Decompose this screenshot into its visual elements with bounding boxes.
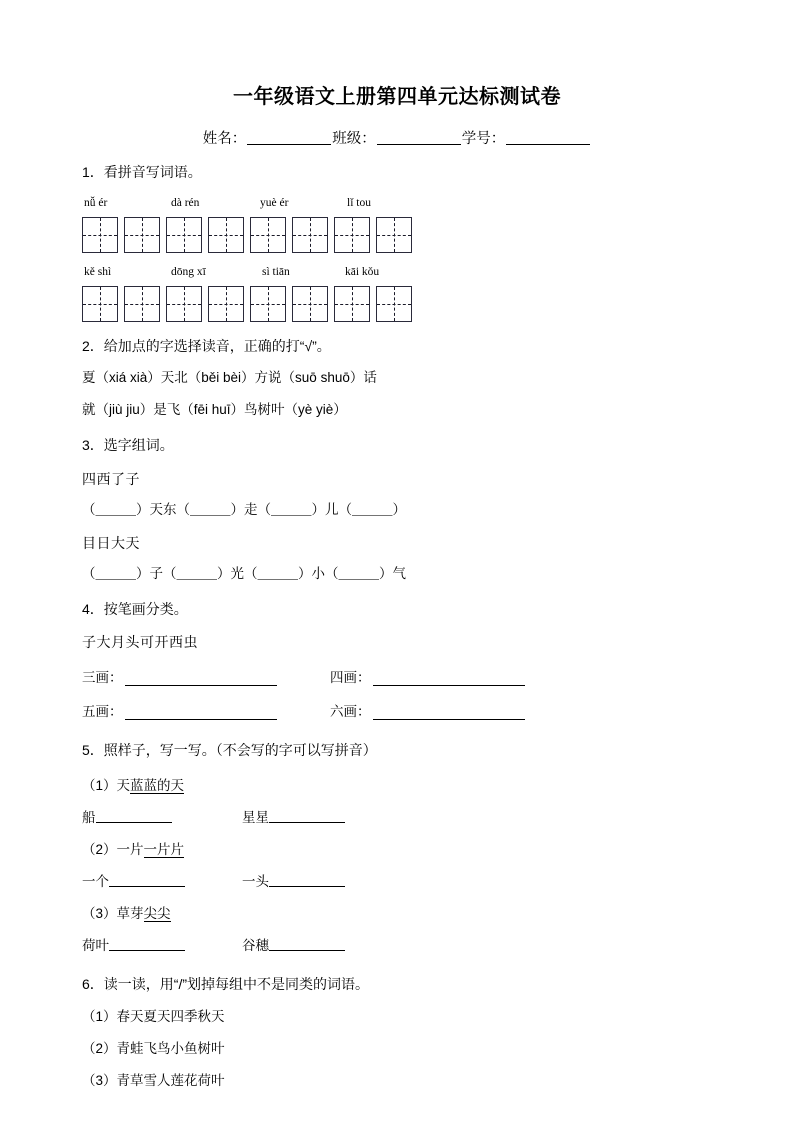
item-2-model-underlined: 一片片 [143,842,185,858]
write-item [82,806,242,826]
item-1-model-prefix: 天 [116,778,131,794]
stroke-label-four: 四画： [330,670,371,686]
class-label: 班级： [332,131,376,147]
page-title: 一年级语文上册第四单元达标测试卷 [233,84,561,108]
stroke-blank-five[interactable] [125,706,277,720]
item-3-model-underlined: 尖尖 [143,906,171,922]
exercise-2-line-2[interactable]: 就（jiù jiu）是飞（fēi huī）鸟树叶（yè yiè） [82,402,347,418]
tianzige-cell[interactable] [250,217,286,253]
item-3-index: （3） [82,906,117,922]
item-3-model-prefix: 草芽 [116,906,144,922]
write-word: 谷穗 [242,938,269,954]
exercise-5-heading [82,740,716,762]
exercise-5-number: 5． [82,742,104,759]
item-1-index: （1） [82,778,117,794]
tianzige-cell[interactable] [124,217,160,253]
write-item [242,934,345,954]
tianzige-cell[interactable] [208,217,244,253]
student-info-line [0,127,794,148]
exercise-5-item-3-blanks [82,934,716,954]
exercise-1-prompt: 看拼音写词语。 [103,164,202,180]
exercise-3-group-2-chars: 目日大天 [82,534,140,551]
pinyin-word-6: dōng xī [171,265,206,278]
write-blank[interactable] [109,937,185,951]
write-word: 一个 [82,874,109,890]
write-blank[interactable] [269,809,345,823]
exercise-6-heading [82,974,716,996]
write-blank[interactable] [269,937,345,951]
item-2-index: （2） [82,842,117,858]
exercise-5-item-3-model [82,902,716,922]
exercise-6-item-2[interactable]: （2）青蛙飞鸟小鱼树叶 [82,1040,225,1056]
item-1-model-underlined: 蓝蓝的天 [130,778,185,794]
stroke-item-six [330,700,525,720]
write-blank[interactable] [269,873,345,887]
stroke-label-three: 三画： [82,670,123,686]
exercise-2-number: 2． [82,337,104,354]
tianzige-cell[interactable] [250,286,286,322]
exercise-6-number: 6． [82,976,104,993]
exercise-3-group-2-answers[interactable]: （＿＿＿）子（＿＿＿）光（＿＿＿）小（＿＿＿）气 [82,565,406,581]
stroke-item-five [82,700,330,720]
write-item [242,806,345,826]
write-word: 船 [82,810,96,826]
exercise-5-item-1-model [82,774,716,794]
exercise-5-item-2-model [82,838,716,858]
exercise-3-heading [82,435,716,457]
tianzige-cell[interactable] [292,286,328,322]
exercise-6-prompt: 读一读，用“/”划掉每组中不是同类的词语。 [103,976,370,993]
exercise-1-grid-row-2 [82,286,716,322]
exercise-4-chars: 子大月头可开西虫 [82,634,198,651]
tianzige-cell[interactable] [82,286,118,322]
exercise-6-item-3[interactable]: （3）青草雪人莲花荷叶 [82,1072,225,1088]
tianzige-cell[interactable] [292,217,328,253]
stroke-item-three [82,666,330,686]
stroke-item-four [330,666,525,686]
exercise-5-prompt: 照样子，写一写。（不会写的字可以写拼音） [103,742,377,759]
pinyin-word-3: yuè ér [260,196,289,209]
exercise-2-heading [82,336,716,358]
tianzige-cell[interactable] [334,286,370,322]
exercise-2-prompt: 给加点的字选择读音，正确的打“√”。 [103,337,331,354]
exercise-5-item-2-blanks [82,870,716,890]
tianzige-cell[interactable] [166,286,202,322]
tianzige-cell[interactable] [376,286,412,322]
exercise-3-group-1-answers[interactable]: （＿＿＿）天东（＿＿＿）走（＿＿＿）儿（＿＿＿） [82,501,406,517]
item-2-model-prefix: 一片 [116,842,144,858]
stroke-row-1 [82,666,716,686]
exam-body [0,162,794,1092]
pinyin-word-2: dà rén [171,196,200,209]
class-input-blank[interactable] [377,130,461,145]
exercise-4-prompt: 按笔画分类。 [103,600,188,617]
exercise-1-heading [82,162,716,184]
write-item [242,870,345,890]
stroke-blank-three[interactable] [125,672,277,686]
name-label: 姓名： [202,131,247,147]
pinyin-word-5: kě shì [84,265,112,278]
write-word: 荷叶 [82,938,109,954]
write-blank[interactable] [96,809,172,823]
write-item [82,934,242,954]
exercise-1-number: 1． [82,164,104,180]
write-item [82,870,242,890]
tianzige-cell[interactable] [82,217,118,253]
stroke-label-five: 五画： [82,704,123,720]
pinyin-word-1: nǚ ér [84,196,108,209]
pinyin-word-4: lǐ tou [347,196,371,209]
exercise-4-heading [82,599,716,621]
tianzige-cell[interactable] [166,217,202,253]
pinyin-word-7: sì tiān [262,265,290,278]
stroke-row-2 [82,700,716,720]
stroke-blank-six[interactable] [373,706,525,720]
write-word: 一头 [242,874,269,890]
student-id-label: 学号： [461,131,506,147]
write-word: 星星 [242,810,269,826]
exercise-1-pinyin-row-2 [82,266,716,281]
exercise-1-pinyin-row-1 [82,197,716,212]
exercise-5-item-1-blanks [82,806,716,826]
exercise-3-group-1-chars: 四西了子 [82,470,140,487]
pinyin-word-8: kāi kǒu [345,265,380,278]
exercise-6-item-1[interactable]: （1）春天夏天四季秋天 [82,1008,225,1024]
exercise-3-number: 3． [82,437,104,454]
stroke-blank-four[interactable] [373,672,525,686]
student-id-input-blank[interactable] [506,130,590,145]
stroke-label-six: 六画： [330,704,371,720]
exercise-4-number: 4． [82,600,104,617]
tianzige-cell[interactable] [376,217,412,253]
exercise-2-line-1[interactable]: 夏（xiá xià）天北（běi bèi）方说（suō shuō）话 [82,370,377,386]
exercise-1-grid-row-1 [82,217,716,253]
tianzige-cell[interactable] [208,286,244,322]
tianzige-cell[interactable] [124,286,160,322]
name-input-blank[interactable] [247,130,331,145]
tianzige-cell[interactable] [334,217,370,253]
exercise-3-prompt: 选字组词。 [103,437,174,454]
write-blank[interactable] [109,873,185,887]
exercise-4-answer-grid [82,666,716,720]
